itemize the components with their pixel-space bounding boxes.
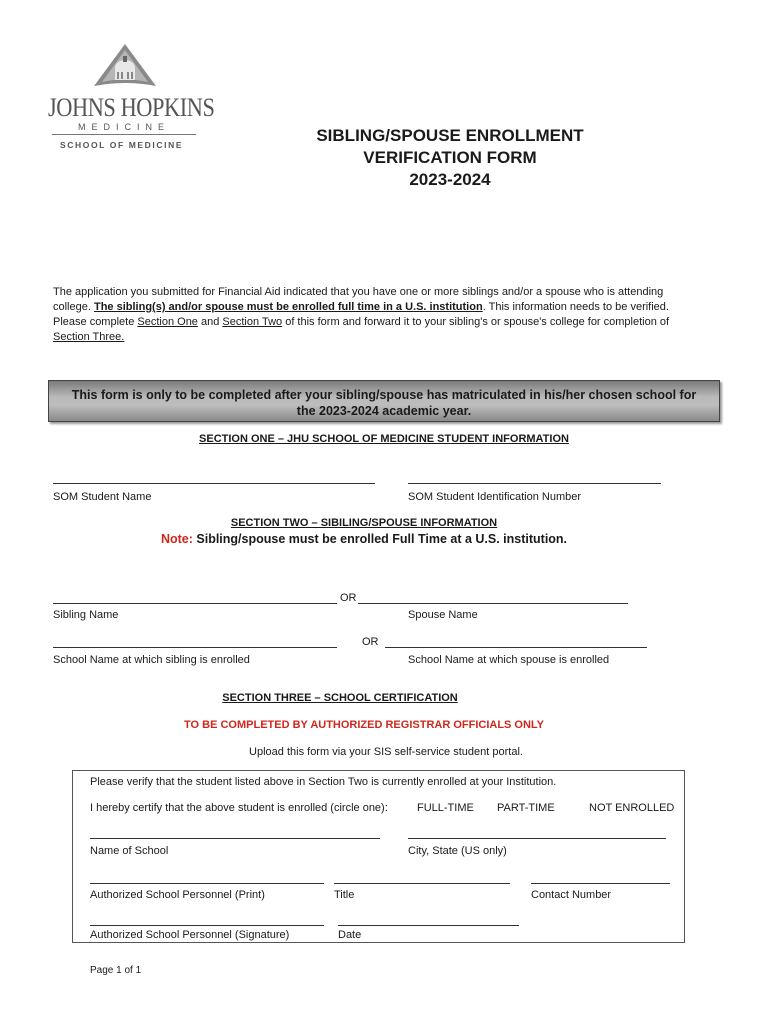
note-text: Sibling/spouse must be enrolled Full Time at a U.S. institution.: [196, 532, 568, 546]
or-label-1: OR: [340, 592, 357, 604]
personnel-print-line[interactable]: [90, 883, 324, 884]
certify-text: I hereby certify that the above student is enrolled (circle one):: [90, 802, 388, 814]
student-name-line[interactable]: [53, 483, 375, 484]
city-state-label: City, State (US only): [408, 845, 507, 857]
intro-section-two-ref: Section Two: [222, 316, 283, 328]
student-name-label: SOM Student Name: [53, 491, 152, 503]
spouse-school-label: School Name at which spouse is enrolled: [408, 654, 610, 666]
city-state-line[interactable]: [408, 838, 666, 839]
section-one-heading: SECTION ONE – JHU SCHOOL OF MEDICINE STUDENT INFORMATION: [199, 433, 569, 445]
logo-name: JOHNS HOPKINS: [48, 93, 215, 122]
title-line[interactable]: [334, 883, 510, 884]
sibling-school-line[interactable]: [53, 647, 337, 648]
spouse-name-line[interactable]: [358, 603, 628, 604]
banner-line-2: the 2023-2024 academic year.: [296, 404, 472, 418]
title-line-1: SIBLING/SPOUSE ENROLLMENT: [316, 126, 584, 145]
section-two-note: [48, 532, 680, 546]
intro-paragraph: [53, 285, 693, 345]
sibling-name-label: Sibling Name: [53, 609, 119, 621]
date-line[interactable]: [338, 925, 519, 926]
logo-medicine: MEDICINE: [78, 122, 171, 132]
jhm-dome-logo: [90, 42, 160, 94]
notice-banner: [48, 380, 720, 422]
student-id-line[interactable]: [408, 483, 661, 484]
registrar-notice: TO BE COMPLETED BY AUTHORIZED REGISTRAR OFFICIALS ONLY: [184, 719, 544, 731]
upload-instruction: Upload this form via your SIS self-service student portal.: [249, 746, 523, 758]
title-line-2: VERIFICATION FORM: [363, 148, 537, 167]
intro-and: and: [197, 316, 223, 328]
title-line-3: 2023-2024: [409, 170, 491, 189]
section-three-heading: SECTION THREE – SCHOOL CERTIFICATION: [222, 692, 458, 704]
contact-label: Contact Number: [531, 889, 612, 901]
spouse-name-label: Spouse Name: [408, 609, 478, 621]
logo-school: SCHOOL OF MEDICINE: [60, 140, 184, 150]
contact-line[interactable]: [531, 883, 670, 884]
or-label-2: OR: [362, 636, 379, 648]
personnel-print-label: Authorized School Personnel (Print): [90, 889, 265, 901]
sibling-school-label: School Name at which sibling is enrolled: [53, 654, 250, 666]
school-name-line[interactable]: [90, 838, 380, 839]
intro-text-1: The application you submitted for Financial Aid indicated that you have one or more siblings and/or a spouse who is attending college.: [53, 286, 664, 313]
sibling-name-line[interactable]: [53, 603, 337, 604]
logo-divider: [52, 134, 196, 135]
option-not-enrolled[interactable]: NOT ENROLLED: [589, 802, 675, 814]
spouse-school-line[interactable]: [385, 647, 647, 648]
student-id-label: SOM Student Identification Number: [408, 491, 582, 503]
school-name-label: Name of School: [90, 845, 169, 857]
intro-emphasis: The sibling(s) and/or spouse must be enrolled full time in a U.S. institution: [93, 301, 483, 313]
title-label: Title: [334, 889, 355, 901]
verify-text: Please verify that the student listed above in Section Two is currently enrolled at your Institution.: [90, 776, 557, 788]
personnel-signature-label: Authorized School Personnel (Signature): [90, 929, 290, 941]
date-label: Date: [338, 929, 362, 941]
note-label: Note:: [160, 532, 193, 546]
intro-text-3: of this form and forward it to your sibling's or spouse's college for completion of: [282, 316, 670, 328]
personnel-signature-line[interactable]: [90, 925, 324, 926]
option-part-time[interactable]: PART-TIME: [497, 802, 555, 814]
page-number: Page 1 of 1: [90, 965, 142, 976]
section-two-heading: SECTION TWO – SIBILING/SPOUSE INFORMATION: [230, 517, 498, 529]
intro-text-2: . This information needs to be verified. Please complete: [53, 301, 669, 328]
intro-section-three-ref: Section Three.: [53, 331, 125, 343]
intro-section-one-ref: Section One: [137, 316, 198, 328]
option-full-time[interactable]: FULL-TIME: [417, 802, 474, 814]
banner-line-1: This form is only to be completed after your sibling/spouse has matriculated in his/her chosen school for: [71, 388, 697, 402]
page-title: [230, 125, 670, 191]
